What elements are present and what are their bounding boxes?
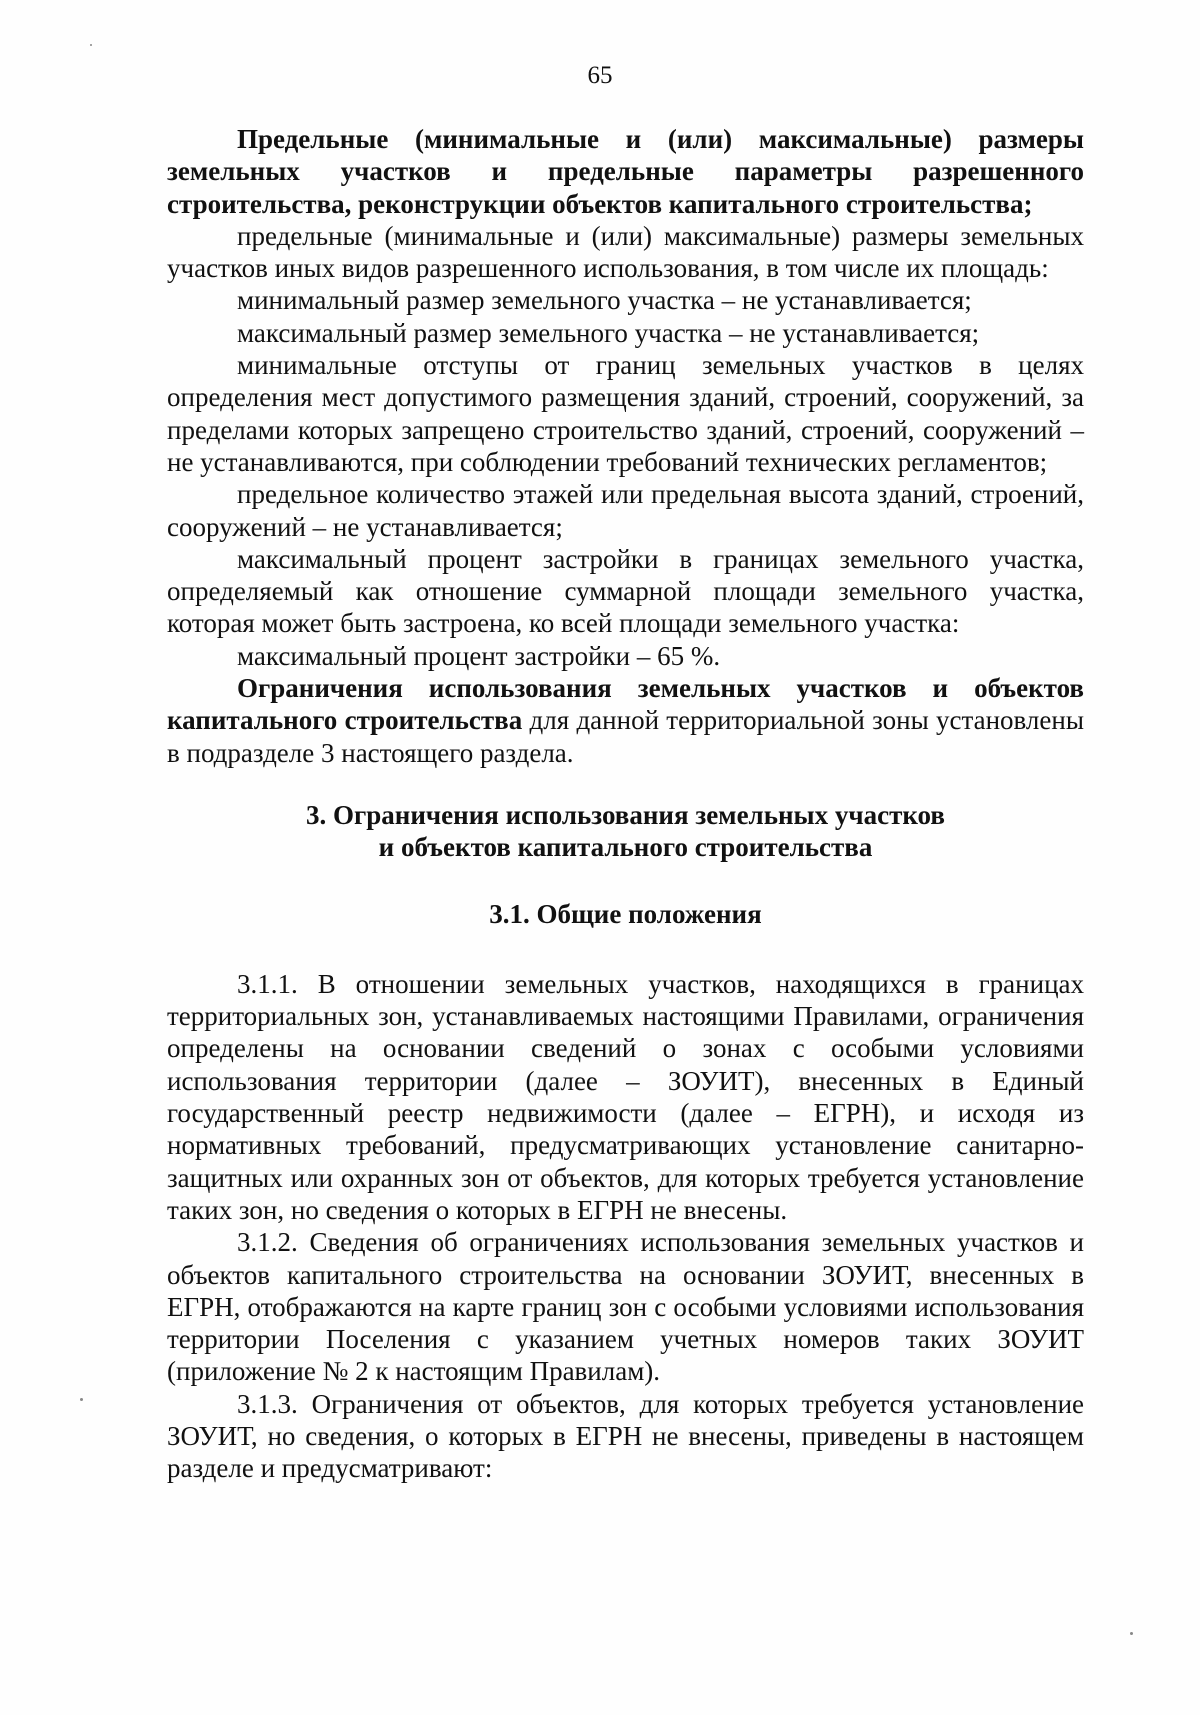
paragraph-max-size: максимальный размер земельного участка – не устанавливается; — [237, 317, 980, 348]
scan-speck — [1130, 1632, 1133, 1635]
paragraph-min-size: минимальный размер земельного участка – не устанавливается; — [237, 285, 972, 316]
restriction-note-bold: Ограничения использования земельных участков и объектов капитального строительства — [167, 673, 1084, 736]
scan-speck — [90, 44, 92, 46]
section-3-1-heading: 3.1. Общие положения — [489, 898, 762, 929]
restriction-note — [167, 672, 1084, 769]
item-3-1-3: 3.1.3. Ограничения от объектов, для которых требуется установление ЗОУИТ, но сведения, о которых в ЕГРН не внесены, приведены в настоящем разделе и предусматривают: — [167, 1388, 1084, 1484]
paragraph-coverage-value: максимальный процент застройки – 65 %. — [237, 640, 721, 671]
restriction-note-rest: для данной территориальной зоны установлены в подразделе 3 настоящего раздела. — [167, 705, 1084, 768]
paragraph-setbacks: минимальные отступы от границ земельных участков в целях определения мест допустимого размещения зданий, строений, сооружений, за пределами которых запрещено строительство зданий, строений, сооружений – не устанавливаются, при соблюдении требований технических регламентов; — [167, 350, 1084, 477]
document-body — [167, 123, 1084, 1485]
section-3-heading — [167, 799, 1084, 864]
paragraph-coverage-definition: максимальный процент застройки в границах земельного участка, определяемый как отношение суммарной площади земельного участка, которая может быть застроена, ко всей площади земельного участка: — [167, 543, 1084, 639]
scan-speck — [80, 1398, 83, 1401]
paragraph-plot-sizes: предельные (минимальные и (или) максимальные) размеры земельных участков иных видов разрешенного использования, в том числе их площадь: — [167, 220, 1084, 284]
intro-heading: Предельные (минимальные и (или) максимальные) размеры земельных участков и предельные параметры разрешенного строительства, реконструкции объектов капитального строительства; — [167, 124, 1084, 219]
item-3-1-1: 3.1.1. В отношении земельных участков, находящихся в границах территориальных зон, устанавливаемых настоящими Правилами, ограничения определены на основании сведений о зонах с особыми условиями использования территории (далее – ЗОУИТ), внесенных в Единый государственный реестр недвижимости (далее – ЕГРН), и исходя из нормативных требований, предусматривающих установление санитарно-защитных или охранных зон от объектов, для которых требуется установление таких зон, но сведения о которых в ЕГРН не внесены. — [167, 968, 1084, 1225]
paragraph-floors: предельное количество этажей или предельная высота зданий, строений, сооружений – не устанавливается; — [167, 479, 1084, 542]
page-number: 65 — [587, 62, 613, 89]
section-3-title-line-1: 3. Ограничения использования земельных участков — [306, 799, 945, 830]
item-3-1-2: 3.1.2. Сведения об ограничениях использования земельных участков и объектов капитального строительства на основании ЗОУИТ, внесенных в ЕГРН, отображаются на карте границ зон с особыми условиями использования территории Поселения с указанием учетных номеров таких ЗОУИТ (приложение № 2 к настоящим Правилам). — [167, 1227, 1084, 1387]
section-3-title-line-2: и объектов капитального строительства — [378, 832, 873, 863]
